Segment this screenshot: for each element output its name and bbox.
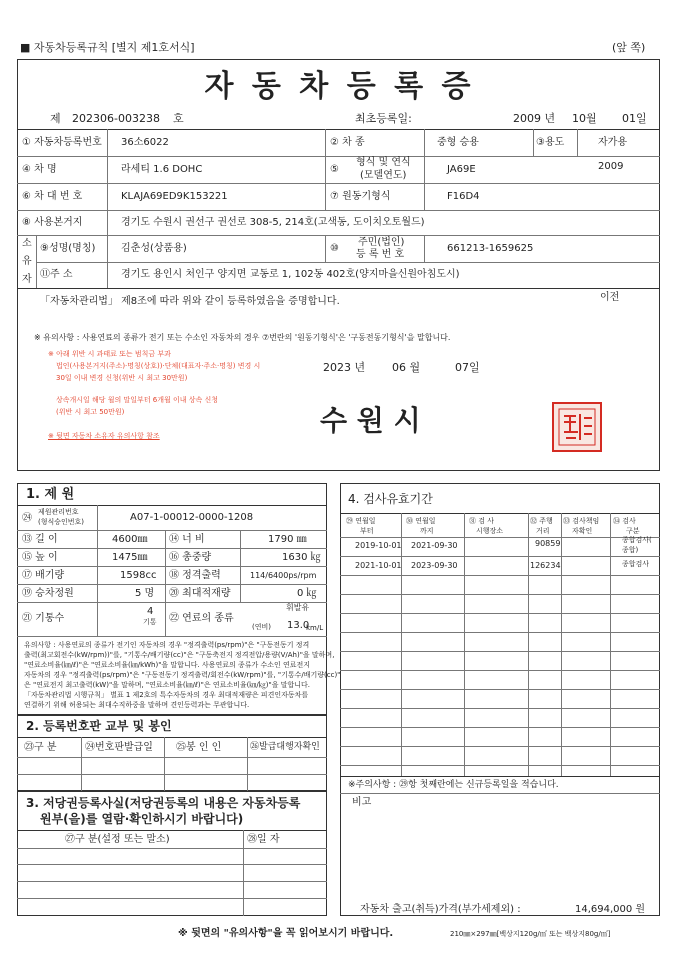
plate-col-issue-date: ㉔번호판발급일	[85, 742, 153, 753]
rated-output-value: 114/6400ps/rpm	[250, 571, 317, 580]
max-load-value: 0 ㎏	[297, 588, 317, 599]
penalty-line-3: 30일 이내 변경 신청(위반 시 최고 30만원)	[56, 374, 188, 382]
insp-col-km-1: ㉜ 주행	[530, 517, 553, 525]
penalty-line-2: 법인(사용본거지(주소)·명칭(상호))·단체(대표자·주소·명칭) 변경 시	[56, 362, 261, 370]
insp-col-from-2: 부터	[360, 527, 374, 535]
spec-note-7: 연결하기 위해 허용되는 최대수직하중을 말하며 견인등력과는 무관합니다.	[24, 701, 250, 709]
insp-row-1-type-2: 종합)	[622, 546, 639, 554]
insp-col-type-1: ㉞ 검사	[613, 517, 636, 525]
owner-side-2: 유	[22, 256, 32, 267]
inspection-title: 4. 검사유효기간	[348, 492, 433, 506]
spec-mgmt-label-1: 제원관리번호	[38, 508, 79, 516]
plate-col-agent: ㉖발급대행자확인	[250, 742, 320, 752]
height-value: 1475㎜	[112, 552, 148, 563]
spec-mgmt-num: ㉔	[22, 513, 32, 524]
form-label: ■ 자동차등록규칙 [별지 제1호서식]	[20, 41, 195, 54]
spec-note-2: 출력(최고회전수(kW/rpm))"를, "기통수/배기량(cc)"은 "구동축전지 정격전압/용량(V/Ah)"을 말하며,	[24, 651, 335, 659]
length-value: 4600㎜	[112, 534, 148, 545]
vehicle-class-label: ② 차 종	[330, 137, 365, 148]
seal-pattern-icon	[554, 404, 600, 450]
spec-note-3: "연료소비율(㎞/ℓ)"은 "연료소비율(㎞/kWh)"을 말합니다. 사용연료의 종류가 수소인 연료전지	[24, 661, 311, 669]
id-number-label-1: 주민(법인)	[358, 237, 405, 248]
length-label: ⑬ 길 이	[22, 534, 58, 545]
base-address-value: 경기도 수원시 권선구 권선로 308-5, 214호(고색동, 도이치오토월드)	[121, 217, 425, 228]
issue-day: 07일	[455, 361, 480, 374]
cert-no: 202306-003238	[72, 112, 160, 125]
owner-name-label: ⑨성명(명칭)	[40, 243, 96, 254]
model-value: JA69E	[447, 164, 476, 175]
insp-col-place-1: ㉛ 검 사	[469, 517, 494, 525]
width-value: 1790 ㎜	[268, 534, 307, 545]
vehicle-class-value: 중형 승용	[437, 137, 479, 148]
page-title: 자 동 차 등 록 증	[204, 69, 475, 104]
official-seal	[552, 402, 602, 452]
vin-label: ⑥ 차 대 번 호	[22, 191, 83, 202]
price-label: 자동차 출고(취득)가격(부가세제외) :	[360, 904, 521, 915]
penalty-line-4: 상속개시일 해당 월의 말일부터 6개월 이내 상속 신청	[56, 396, 219, 404]
insp-col-inspector-2: 자확인	[572, 527, 593, 535]
lien-title-1: 3. 저당권등록사실(저당권등록의 내용은 자동차등록	[26, 796, 301, 810]
insp-row-2-from: 2021-10-01	[355, 561, 402, 570]
issuer-name: 수 원 시	[320, 404, 421, 437]
price-value: 14,694,000 원	[575, 904, 646, 915]
remarks-label: 비고	[352, 797, 372, 808]
transfer-mark: 이전	[600, 292, 620, 303]
fuel-note: ※ 유의사항 : 사용연료의 종류가 전기 또는 수소인 자동차의 경우 ⑦번란의 '원동기형식'은 '구동전동기형식'을 말합니다.	[34, 333, 451, 342]
first-reg-day: 01일	[622, 112, 647, 125]
gross-weight-value: 1630 ㎏	[282, 552, 321, 563]
spec-mgmt-value: A07-1-00012-0000-1208	[130, 512, 254, 523]
plate-col-type: ㉓구 분	[24, 742, 57, 753]
penalty-line-5: (위반 시 최고 50만원)	[56, 408, 125, 416]
vin-value: KLAJA69ED9K153221	[121, 191, 228, 202]
first-reg-label: 최초등록일:	[355, 112, 412, 125]
owner-address-label: ⑪주 소	[40, 269, 73, 280]
insp-col-type-2: 구분	[626, 527, 640, 535]
lien-title-2: 원부(을)를 열람·확인하시기 바랍니다)	[40, 812, 244, 826]
paper-spec: 210㎜×297㎜[백상지120g/㎡ 또는 백상지80g/㎡]	[450, 930, 611, 938]
owner-side-1: 소	[22, 238, 32, 249]
insp-col-inspector-1: ㉝ 검사책임	[563, 517, 600, 525]
usage-label: ③용도	[536, 137, 565, 148]
lien-col-type: ㉗구 분(설정 또는 말소)	[65, 834, 170, 845]
cert-no-suffix: 호	[173, 112, 184, 125]
model-label-1: 형식 및 연식	[356, 157, 411, 168]
displacement-label: ⑰ 배기량	[22, 570, 65, 581]
insp-row-1-km: 90859	[535, 539, 561, 548]
page-side-label: (앞 쪽)	[612, 41, 646, 54]
seating-label: ⑲ 승차정원	[22, 588, 74, 599]
insp-col-to-2: 까지	[420, 527, 434, 535]
cylinders-unit: 기통	[143, 618, 157, 626]
insp-row-1-to: 2021-09-30	[411, 541, 458, 550]
first-reg-month: 10월	[572, 112, 597, 125]
penalty-line-6: ※ 뒷면 자동차 소유자 유의사항 참조	[48, 432, 160, 440]
footer-notice: ※ 뒷면의 "유의사항"을 꼭 읽어보시기 바랍니다.	[178, 928, 394, 939]
reg-number-value: 36소6022	[121, 137, 169, 148]
base-address-label: ⑧ 사용본거지	[22, 217, 83, 228]
spec-note-5: 은 "연료전지 최고출력(kW)"을 말하며, "연료소비율(㎞/ℓ)"은 연료소비율(㎞/㎏)"을 말합니다.	[24, 681, 310, 689]
insp-col-from-1: ㉙ 연월일	[346, 517, 376, 525]
rated-output-label: ⑱ 정격출력	[169, 570, 221, 581]
usage-value: 자가용	[598, 137, 627, 148]
cylinders-label: ㉑ 기통수	[22, 613, 65, 624]
seating-value: 5 명	[135, 588, 155, 599]
reg-number-label: ① 자동차등록번호	[22, 137, 102, 148]
id-number-label-2: 등 록 번 호	[356, 249, 405, 260]
issue-year: 2023 년	[323, 361, 366, 374]
fuel-eff-value: 13.0	[287, 620, 310, 631]
insp-row-1-from: 2019-10-01	[355, 541, 402, 550]
insp-row-2-type: 종합검사	[622, 560, 650, 568]
inspection-note: ※주의사항 : ㉙항 첫째란에는 신규등록일을 적습니다.	[348, 780, 559, 790]
spec-note-1: 유의사항 : 사용연료의 종류가 전기인 자동차의 경우 "정격출력(ps/rpm)"은 "구동전동기 정격	[24, 641, 310, 649]
penalty-line-1: ※ 아래 위반 시 과태료 또는 범칙금 부과	[48, 350, 171, 358]
certification-statement: 「자동차관리법」 제8조에 따라 위와 같이 등록하였음을 증명합니다.	[40, 296, 340, 307]
engine-type-label: ⑦ 원동기형식	[330, 191, 391, 202]
id-number-num: ⑩	[330, 243, 339, 254]
car-name-value: 라세티 1.6 DOHC	[121, 164, 203, 175]
spec-note-6: 「자동차관리법 시행규칙」 별표 1 제2호의 특수자동차의 경우 최대적재량은 피견인자동차를	[24, 691, 309, 699]
car-name-label: ④ 차 명	[22, 164, 57, 175]
engine-type-value: F16D4	[447, 191, 480, 202]
insp-col-to-1: ㉚ 연월일	[406, 517, 436, 525]
height-label: ⑮ 높 이	[22, 552, 58, 563]
fuel-eff-label: (연비)	[252, 623, 271, 631]
owner-side-3: 자	[22, 274, 32, 285]
spec-mgmt-label-2: (형식승인번호)	[38, 518, 85, 526]
plate-title: 2. 등록번호판 교부 및 봉인	[26, 719, 172, 733]
owner-address-value: 경기도 용인시 처인구 양지면 교동로 1, 102동 402호(양지마을신원아침도시)	[121, 269, 460, 280]
max-load-label: ⑳ 최대적재량	[169, 588, 231, 599]
id-number-value: 661213-1659625	[447, 243, 534, 254]
fuel-type-value: 휘발유	[286, 603, 310, 612]
insp-col-place-2: 시행장소	[476, 527, 504, 535]
insp-row-2-km: 126234	[530, 561, 561, 570]
first-reg-year: 2009 년	[513, 112, 556, 125]
lien-col-date: ㉘일 자	[247, 834, 280, 845]
model-num: ⑤	[330, 164, 339, 175]
fuel-type-label: ㉒ 연료의 종류	[169, 613, 234, 624]
displacement-value: 1598cc	[120, 570, 157, 581]
spec-note-4: 자동차의 경우 "정격출력(ps/rpm)"은 "구동전동기 정격출력/회전수(kW/rpm)"를, "기통수/배기량(cc)"	[24, 671, 341, 679]
insp-row-2-to: 2023-09-30	[411, 561, 458, 570]
gross-weight-label: ⑯ 총중량	[169, 552, 212, 563]
model-label-2: (모델연도)	[360, 170, 407, 181]
issue-month: 06 월	[392, 361, 421, 374]
specs-title: 1. 제 원	[26, 487, 75, 502]
owner-name-value: 김춘성(상품용)	[121, 243, 187, 254]
plate-col-sealer: ㉕봉 인 인	[176, 742, 222, 753]
insp-row-1-type: 종합검사(	[622, 536, 652, 544]
cylinders-value: 4	[147, 606, 154, 617]
insp-col-km-2: 거리	[536, 527, 550, 535]
model-year-value: 2009	[598, 161, 624, 172]
fuel-eff-unit: km/L	[306, 624, 324, 632]
width-label: ⑭ 너 비	[169, 534, 205, 545]
cert-no-prefix: 제	[50, 112, 61, 125]
